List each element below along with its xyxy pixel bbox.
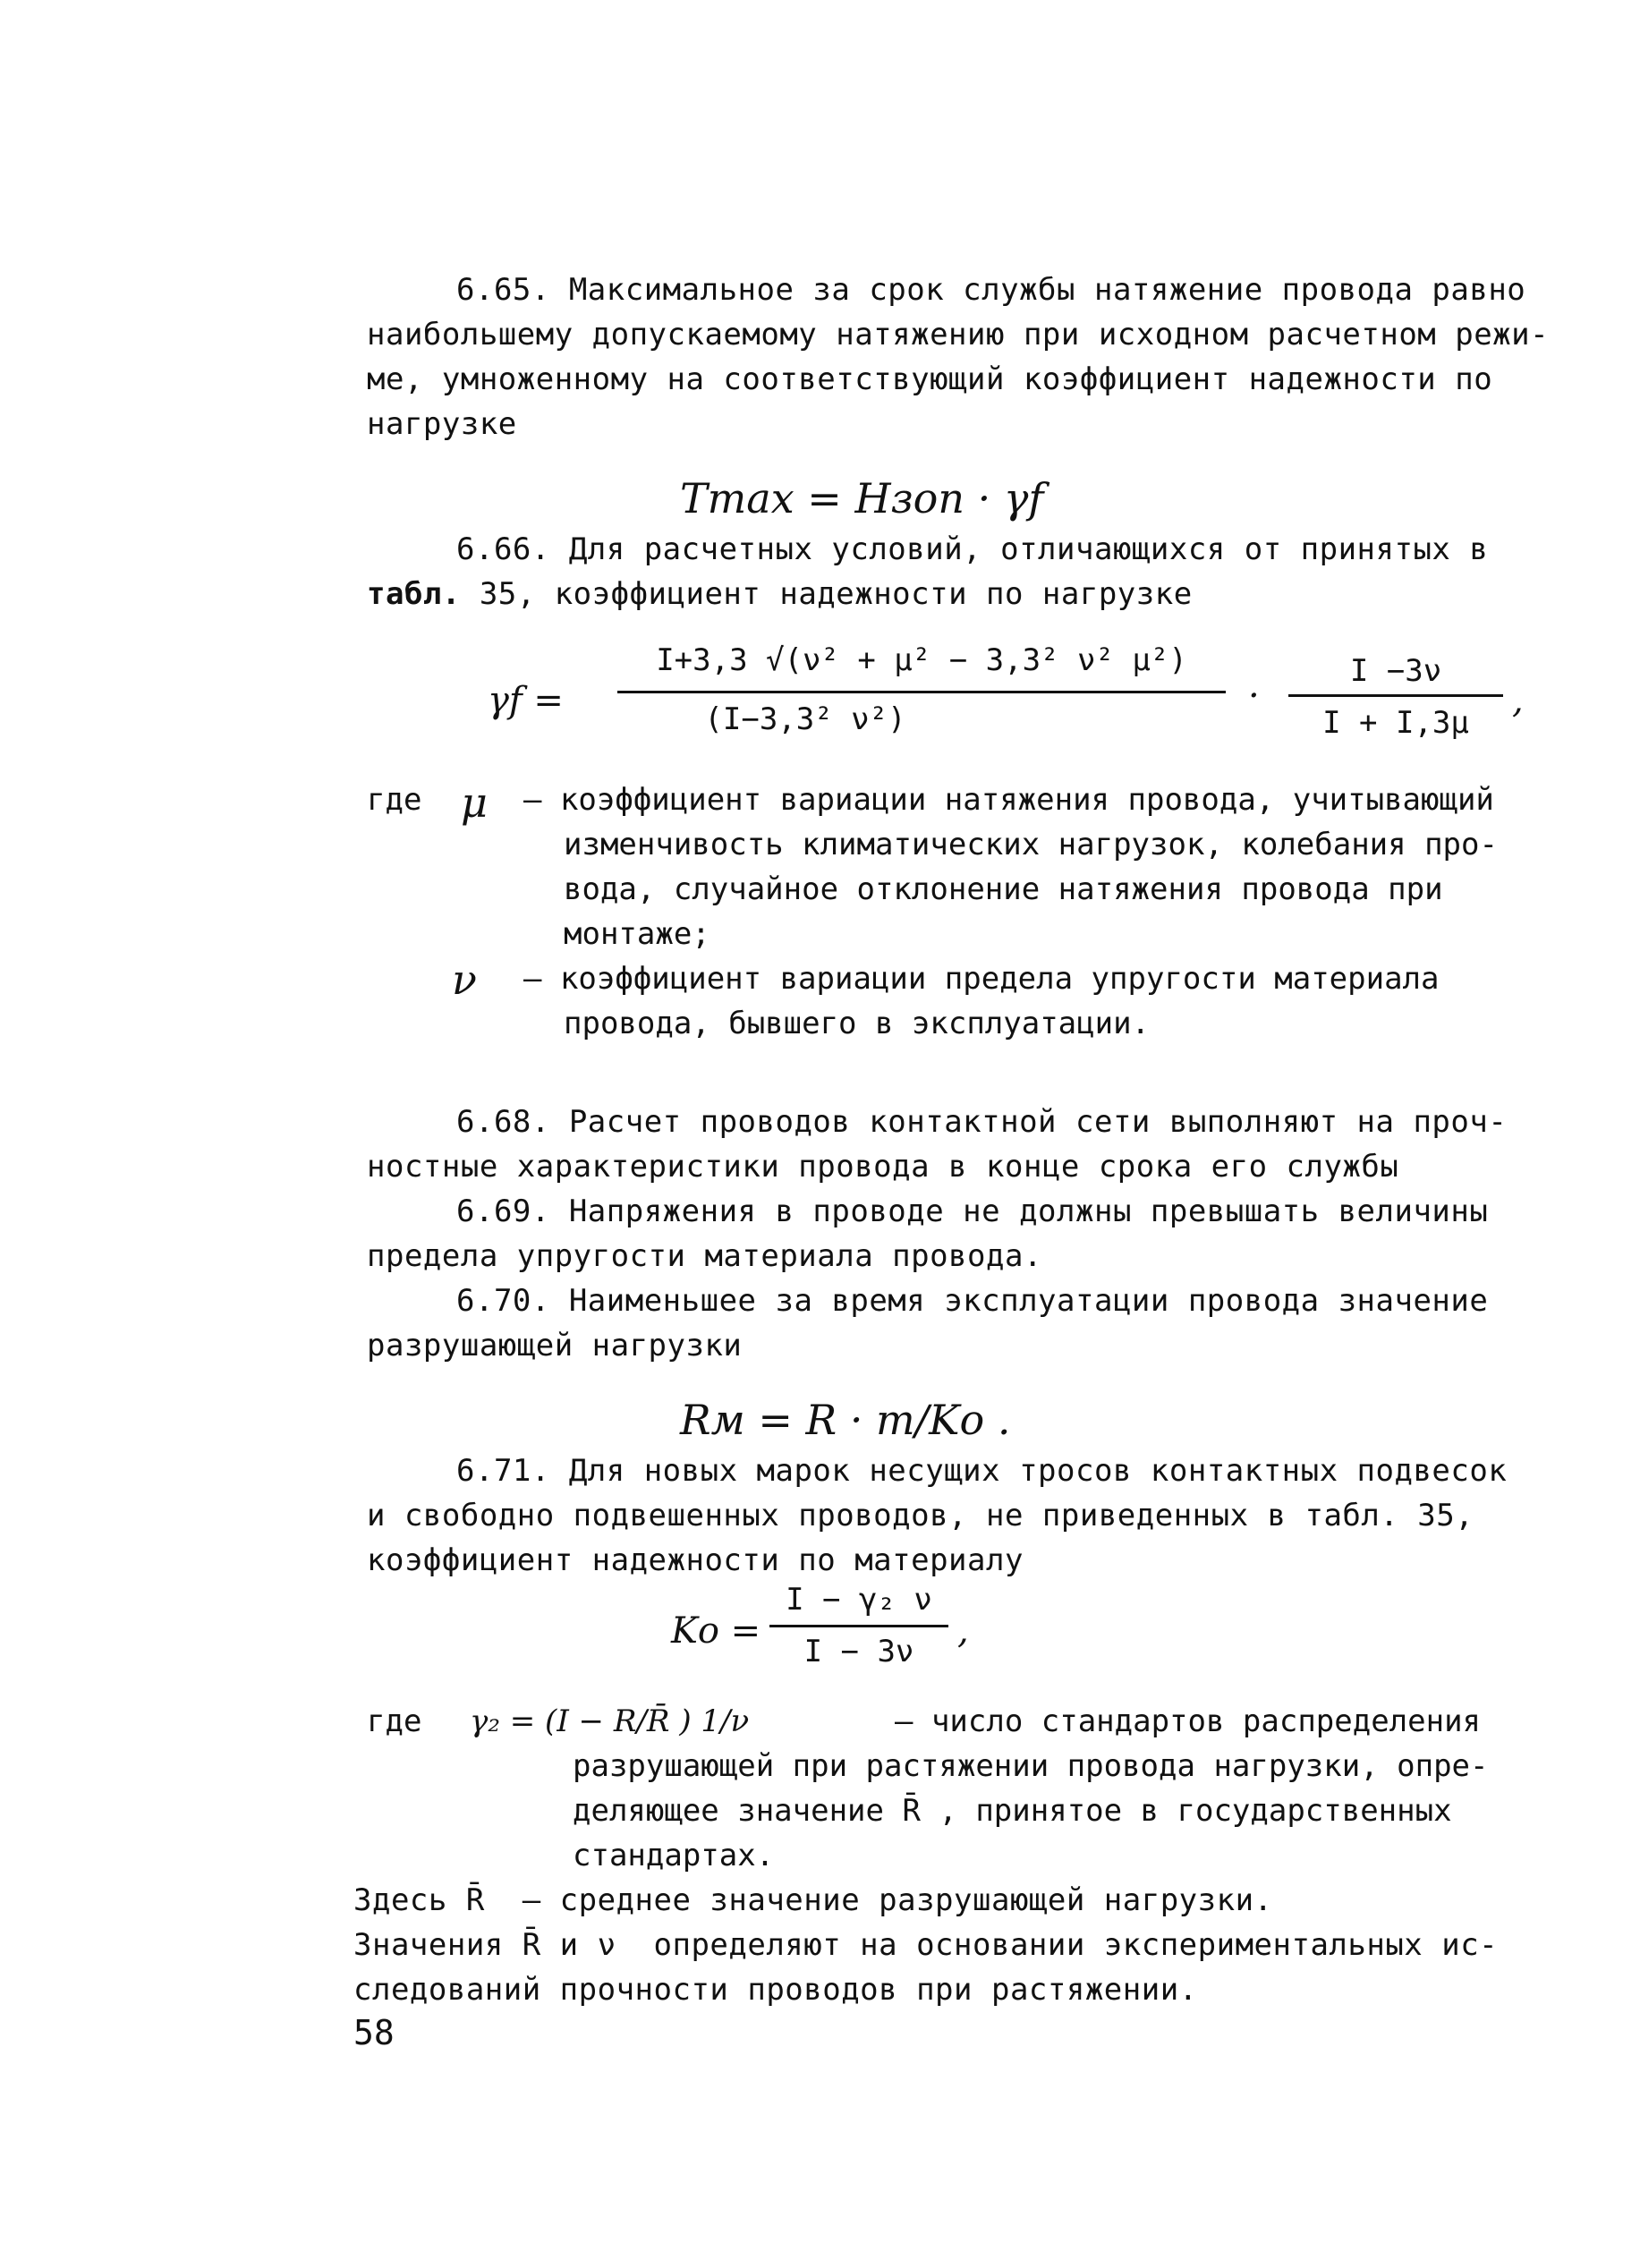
where-label-1: где [367, 782, 422, 818]
para-6-70-line-2: разрушающей нагрузки [367, 1328, 743, 1363]
mu-symbol: μ [461, 778, 488, 827]
para-6-71-line-2: и свободно подвешенных проводов, не приведенных в табл. 35, [367, 1498, 1474, 1533]
formula-k0-comma: , [957, 1610, 969, 1652]
nu-def-line-2: провода, бывшего в эксплуатации. [564, 1006, 1151, 1041]
para-6-65-line-4: нагрузке [367, 406, 517, 442]
nu-def-line-1: – коэффициент вариации предела упругости материала [523, 961, 1440, 997]
where-label-2: где [367, 1703, 422, 1739]
tail-line-2: Значения R̄ и ν определяют на основании экспериментальных ис- [353, 1927, 1499, 1963]
gamma2-def-line-2: разрушающей при растяжении провода нагрузки, опре- [573, 1748, 1489, 1784]
formula-k0-num: I − γ₂ ν [786, 1582, 932, 1618]
para-6-68-line-2: ностные характеристики провода в конце срока его службы [367, 1149, 1399, 1185]
para-6-66-line-1: 6.66. Для расчетных условий, отличающихся от принятых в [456, 531, 1489, 567]
mu-def-line-1: – коэффициент вариации натяжения провода, учитывающий [523, 782, 1494, 818]
formula-gamma-f-bar2 [1288, 694, 1503, 697]
formula-k0-bar [769, 1625, 948, 1627]
formula-gamma-f-lhs: γf = [488, 680, 564, 721]
formula-k0-den: I − 3ν [803, 1634, 914, 1669]
para-6-69-line-1: 6.69. Напряжения в проводе не должны превышать величины [456, 1193, 1489, 1229]
para-6-65-line-3: ме, умноженному на соответствующий коэффициент надежности по [367, 361, 1493, 397]
table-ref-bold: табл. [367, 576, 461, 612]
gamma2-expression: γ₂ = (I − R/R̄ ) 1/ν [470, 1703, 750, 1739]
formula-rm: Rм = R · m/Kо . [680, 1396, 1011, 1444]
formula-gamma-f-dot: · [1248, 675, 1260, 717]
gamma2-def-line-1: – число стандартов распределения [895, 1703, 1482, 1739]
para-6-69-line-2: предела упругости материала провода. [367, 1238, 1042, 1274]
gamma2-def-line-3: деляющее значение R̄ , принятое в государственных [573, 1793, 1452, 1829]
para-6-70-line-1: 6.70. Наименьшее за время эксплуатации провода значение [456, 1283, 1489, 1319]
formula-gamma-f-num2: I −3ν [1349, 653, 1442, 689]
gamma2-def-line-4: стандартах. [573, 1838, 775, 1873]
para-6-71-line-1: 6.71. Для новых марок несущих тросов контактных подвесок [456, 1453, 1508, 1489]
page-number: 58 [353, 2013, 395, 2052]
formula-gamma-f-comma: , [1512, 680, 1524, 721]
formula-gamma-f-den2: I + I,3μ [1322, 705, 1469, 741]
mu-def-line-3: вода, случайное отклонение натяжения провода при [564, 871, 1443, 907]
tail-line-1: Здесь R̄ – среднее значение разрушающей нагрузки. [353, 1882, 1273, 1918]
formula-gamma-f-num1: I+3,3 √(ν² + μ² − 3,3² ν² μ²) [656, 642, 1187, 678]
mu-def-line-4: монтаже; [564, 916, 710, 952]
mu-def-line-2: изменчивость климатических нагрузок, колебания про- [564, 827, 1498, 862]
formula-tmax: Tmax = Hзоп · γf [680, 474, 1044, 522]
nu-symbol: ν [452, 956, 477, 1004]
para-6-68-line-1: 6.68. Расчет проводов контактной сети выполняют на проч- [456, 1104, 1508, 1140]
para-6-71-line-3: коэффициент надежности по материалу [367, 1542, 1024, 1578]
para-6-66-line-2 [367, 573, 1193, 616]
formula-gamma-f-bar1 [617, 691, 1226, 693]
tail-line-3: следований прочности проводов при растяжении. [353, 1972, 1198, 2008]
formula-k0-lhs: Kо = [671, 1610, 761, 1652]
para-6-65-line-1: 6.65. Максимальное за срок службы натяжение провода равно [456, 272, 1526, 308]
para-6-65-line-2: наибольшему допускаемому натяжению при исходном расчетном режи- [367, 317, 1550, 353]
formula-gamma-f-den1: (I−3,3² ν²) [704, 701, 906, 737]
para-6-66-line-2-rest: 35, коэффициент надежности по нагрузке [460, 576, 1193, 612]
